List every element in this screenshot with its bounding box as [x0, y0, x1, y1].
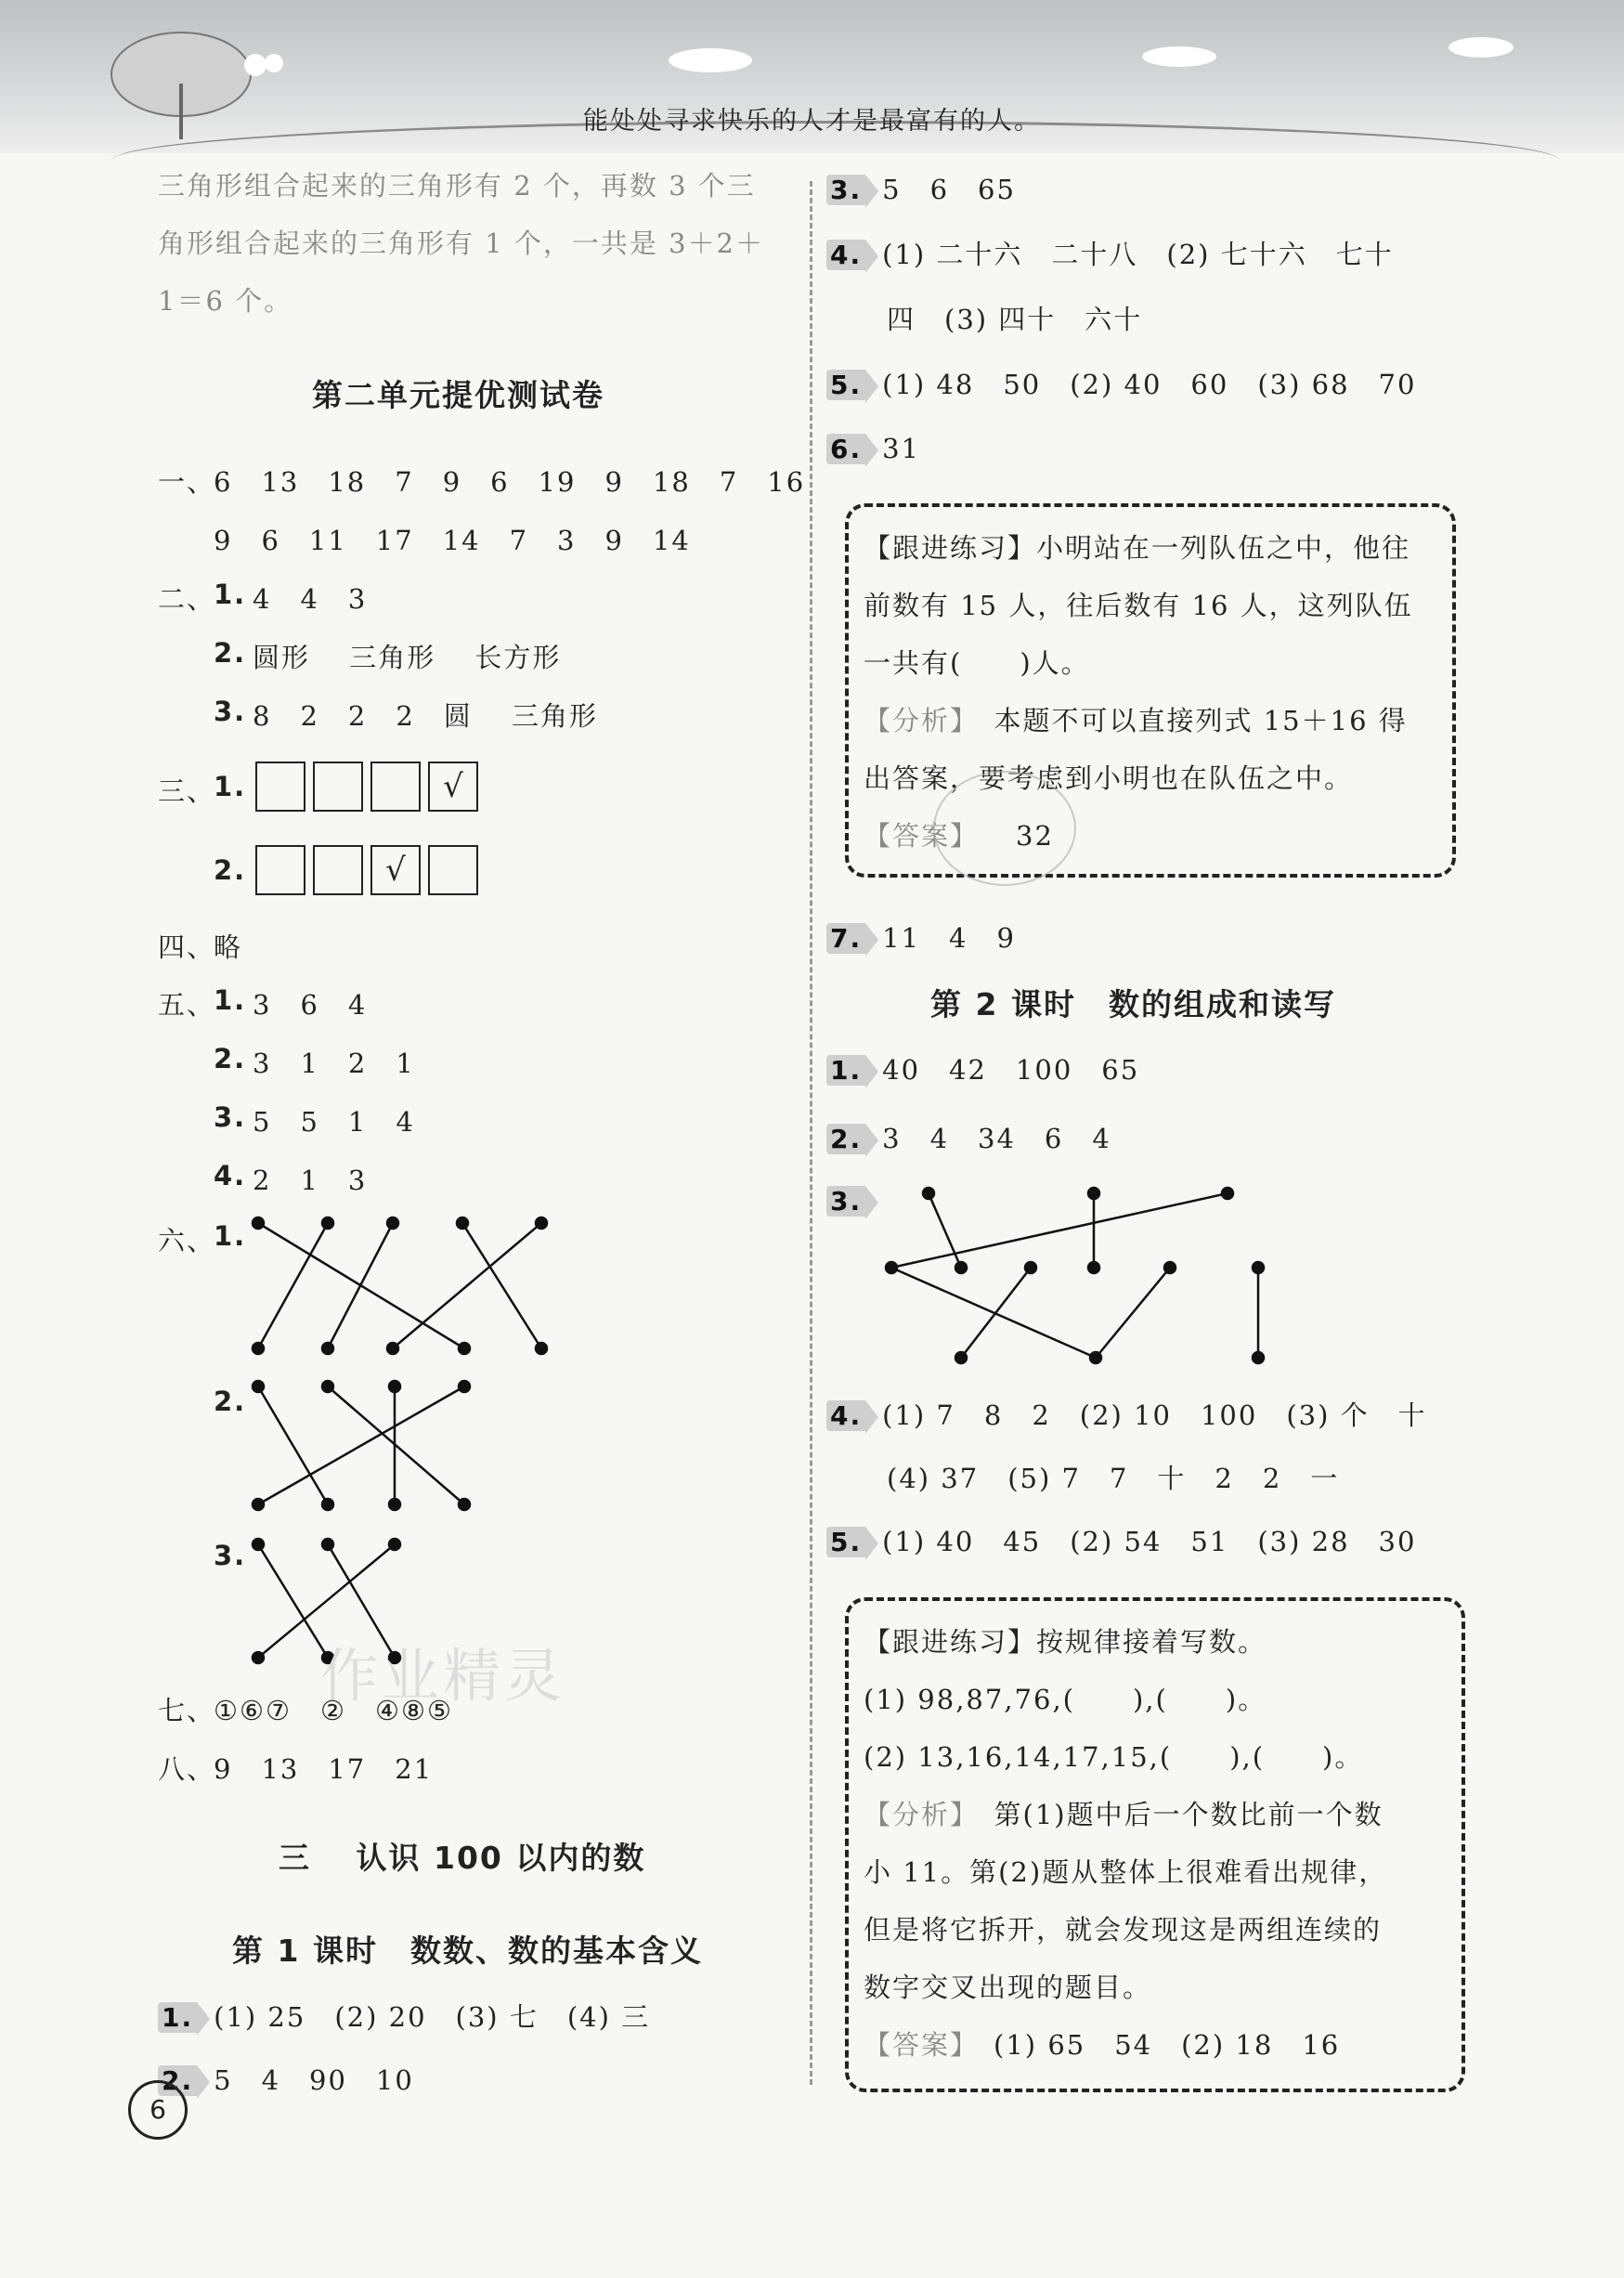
answer-box — [428, 845, 478, 895]
q5-item-2: 3 1 2 1 — [253, 1048, 415, 1079]
r5 — [826, 364, 1416, 402]
number-badge: 1. — [158, 2002, 197, 2033]
l2-item-4-line-2: (4) 37 (5) 7 7 十 2 2 一 — [887, 1463, 1340, 1494]
cloud-decoration — [669, 48, 752, 72]
q2-item-3: 8 2 2 2 圆 三角形 — [253, 700, 599, 732]
box2-line-2: (2) 13,16,14,17,15,( ),( )。 — [864, 1741, 1364, 1773]
l2-item-5-text: (1) 40 45 (2) 54 51 (3) 28 30 — [882, 1526, 1417, 1557]
q5-item-4-number: 4. — [214, 1160, 247, 1191]
box1-tag: 【跟进练习】 — [864, 532, 1037, 564]
intro-line-1: 三角形组合起来的三角形有 2 个，再数 3 个三 — [158, 170, 756, 202]
l2-item-1-text: 40 42 100 65 — [882, 1054, 1140, 1086]
q2-item-1: 4 4 3 — [253, 583, 368, 615]
lesson1-title: 第 1 课时 数数、数的基本含义 — [232, 1933, 703, 1969]
q4-label: 四、 — [158, 931, 216, 963]
r7 — [826, 918, 1016, 956]
q6-item-3-number: 3. — [214, 1540, 247, 1571]
answer-box — [313, 762, 363, 812]
l1-item-1-text: (1) 25 (2) 20 (3) 七 (4) 三 — [214, 2001, 651, 2033]
r3-text: 5 6 65 — [882, 174, 1016, 205]
q3-label: 三、 — [158, 775, 216, 807]
q4-text: 略 — [214, 931, 243, 963]
follow-up-box-2 — [845, 1597, 1465, 2092]
l2-item-4 — [826, 1395, 1427, 1433]
r4 — [826, 234, 1394, 272]
page-number: 6 — [128, 2080, 188, 2140]
q6-label: 六、 — [158, 1225, 216, 1256]
q3-item-1-number: 1. — [214, 771, 247, 802]
box1-analysis-tag: 【分析】 — [864, 705, 966, 736]
box1-analysis-2: 出答案，要考虑到小明也在队伍之中。 — [864, 762, 1354, 794]
q5-item-2-number: 2. — [214, 1043, 247, 1074]
r4-line-2: 四 (3) 四十 六十 — [887, 304, 1143, 335]
l1-item-2 — [158, 2060, 414, 2098]
matching-diagrams — [241, 1207, 557, 1690]
r6-text: 31 — [882, 433, 921, 464]
box2-tag: 【跟进练习】 — [864, 1626, 1037, 1658]
q2-item-2-number: 2. — [214, 637, 247, 669]
matching-diagram-l2 — [882, 1179, 1272, 1365]
box2-answer-value: (1) 65 54 (2) 18 16 — [994, 2029, 1341, 2061]
page-header — [0, 0, 1624, 153]
number-badge: 3. — [826, 1186, 865, 1217]
q8-label: 八、 — [158, 1753, 216, 1785]
q5-item-3: 5 5 1 4 — [253, 1106, 415, 1138]
number-badge: 5. — [826, 1527, 865, 1557]
q3-item-2-boxes — [255, 845, 486, 895]
number-badge: 7. — [826, 923, 865, 954]
l1-item-2-text: 5 4 90 10 — [214, 2064, 414, 2096]
box1-analysis-text-1: 本题不可以直接列式 15＋16 得 — [965, 705, 1408, 736]
watermark: 作业精灵 — [320, 1642, 566, 1710]
l2-item-5 — [826, 1521, 1416, 1559]
box2-answer — [864, 2024, 1340, 2063]
q1-label: 一、 — [158, 466, 216, 498]
column-divider — [810, 181, 812, 2085]
stamp-icon — [933, 771, 1076, 886]
number-badge: 6. — [826, 434, 865, 464]
r4-line-1: (1) 二十六 二十八 (2) 七十六 七十 — [882, 239, 1394, 270]
box2-line-intro — [864, 1621, 1267, 1660]
q7-text: ①⑥⑦ ② ④⑧⑤ — [214, 1695, 453, 1726]
answer-box: √ — [428, 762, 478, 812]
l2-item-2-text: 3 4 34 6 4 — [882, 1123, 1111, 1154]
box2-answer-tag: 【答案】 — [864, 2029, 980, 2061]
answer-box: √ — [370, 845, 421, 895]
box1-line-3: 一共有( )人。 — [864, 647, 1090, 679]
unit2-title: 第二单元提优测试卷 — [312, 377, 604, 413]
l2-item-3 — [826, 1185, 873, 1217]
q6-item-2-number: 2. — [214, 1386, 247, 1417]
number-badge: 4. — [826, 240, 865, 270]
q5-item-3-number: 3. — [214, 1101, 247, 1133]
q1-line-2: 9 6 11 17 14 7 3 9 14 — [214, 525, 691, 556]
box2-analysis-4: 数字交叉出现的题目。 — [864, 1972, 1152, 2003]
number-badge: 2. — [826, 1124, 865, 1154]
box2-analysis-1 — [864, 1794, 1384, 1832]
cloud-decoration — [1449, 37, 1514, 58]
q5-item-1-number: 1. — [214, 984, 247, 1016]
r5-text: (1) 48 50 (2) 40 60 (3) 68 70 — [882, 369, 1417, 400]
answer-box — [255, 762, 305, 812]
l2-item-2 — [826, 1118, 1111, 1156]
answer-box — [313, 845, 363, 895]
intro-line-2: 角形组合起来的三角形有 1 个，一共是 3＋2＋ — [158, 228, 765, 259]
number-badge: 4. — [826, 1400, 865, 1431]
box2-intro: 按规律接着写数。 — [1036, 1626, 1267, 1658]
box2-analysis-3: 但是将它拆开，就会发现这是两组连续的 — [864, 1914, 1383, 1946]
box1-answer-tag: 【答案】 — [864, 820, 980, 852]
intro-line-3: 1＝6 个。 — [158, 285, 293, 317]
l2-item-4-line-1: (1) 7 8 2 (2) 10 100 (3) 个 十 — [882, 1399, 1427, 1431]
r7-text: 11 4 9 — [882, 922, 1016, 954]
r3 — [826, 169, 1016, 207]
q6-item-1-number: 1. — [214, 1220, 247, 1252]
lesson2-title: 第 2 课时 数的组成和读写 — [930, 986, 1336, 1022]
unit3-title: 三 认识 100 以内的数 — [279, 1840, 646, 1876]
box1-answer-value: 32 — [1016, 820, 1054, 852]
number-badge: 3. — [826, 175, 865, 205]
box1-analysis-1 — [864, 700, 1408, 738]
box2-analysis-2: 小 11。第(2)题从整体上很难看出规律， — [864, 1856, 1388, 1888]
cloud-decoration — [1142, 46, 1216, 67]
q5-item-1: 3 6 4 — [253, 989, 368, 1021]
number-badge: 5. — [826, 370, 865, 400]
q3-item-1-boxes — [255, 762, 486, 812]
q5-item-4: 2 1 3 — [253, 1165, 368, 1196]
q3-item-2-number: 2. — [214, 854, 247, 886]
q2-label: 二、 — [158, 583, 216, 615]
l1-item-1 — [158, 1997, 650, 2035]
answer-box — [370, 762, 421, 812]
box1-text-1: 小明站在一列队伍之中，他往 — [1036, 532, 1411, 564]
r6 — [826, 433, 920, 464]
l2-item-1 — [826, 1049, 1139, 1087]
box1-line-2: 前数有 15 人，往后数有 16 人，这列队伍 — [864, 590, 1413, 621]
header-motto: 能处处寻求快乐的人才是最富有的人。 — [583, 107, 1041, 136]
box1-line-1 — [864, 527, 1410, 566]
q8-text: 9 13 17 21 — [214, 1753, 434, 1785]
number-badge: 1. — [826, 1055, 865, 1086]
answer-box — [255, 845, 305, 895]
box2-analysis-text-1: 第(1)题中后一个数比前一个数 — [965, 1799, 1384, 1830]
number-badge: 2. — [158, 2065, 197, 2096]
q1-line-1: 6 13 18 7 9 6 19 9 18 7 16 — [214, 466, 806, 498]
q5-label: 五、 — [158, 989, 216, 1021]
box2-line-1: (1) 98,87,76,( ),( )。 — [864, 1684, 1267, 1715]
q2-item-1-number: 1. — [214, 579, 247, 610]
q7-label: 七、 — [158, 1695, 216, 1726]
box2-analysis-tag: 【分析】 — [864, 1799, 966, 1830]
q2-item-3-number: 3. — [214, 696, 247, 727]
q2-item-2: 圆形 三角形 长方形 — [253, 642, 562, 673]
